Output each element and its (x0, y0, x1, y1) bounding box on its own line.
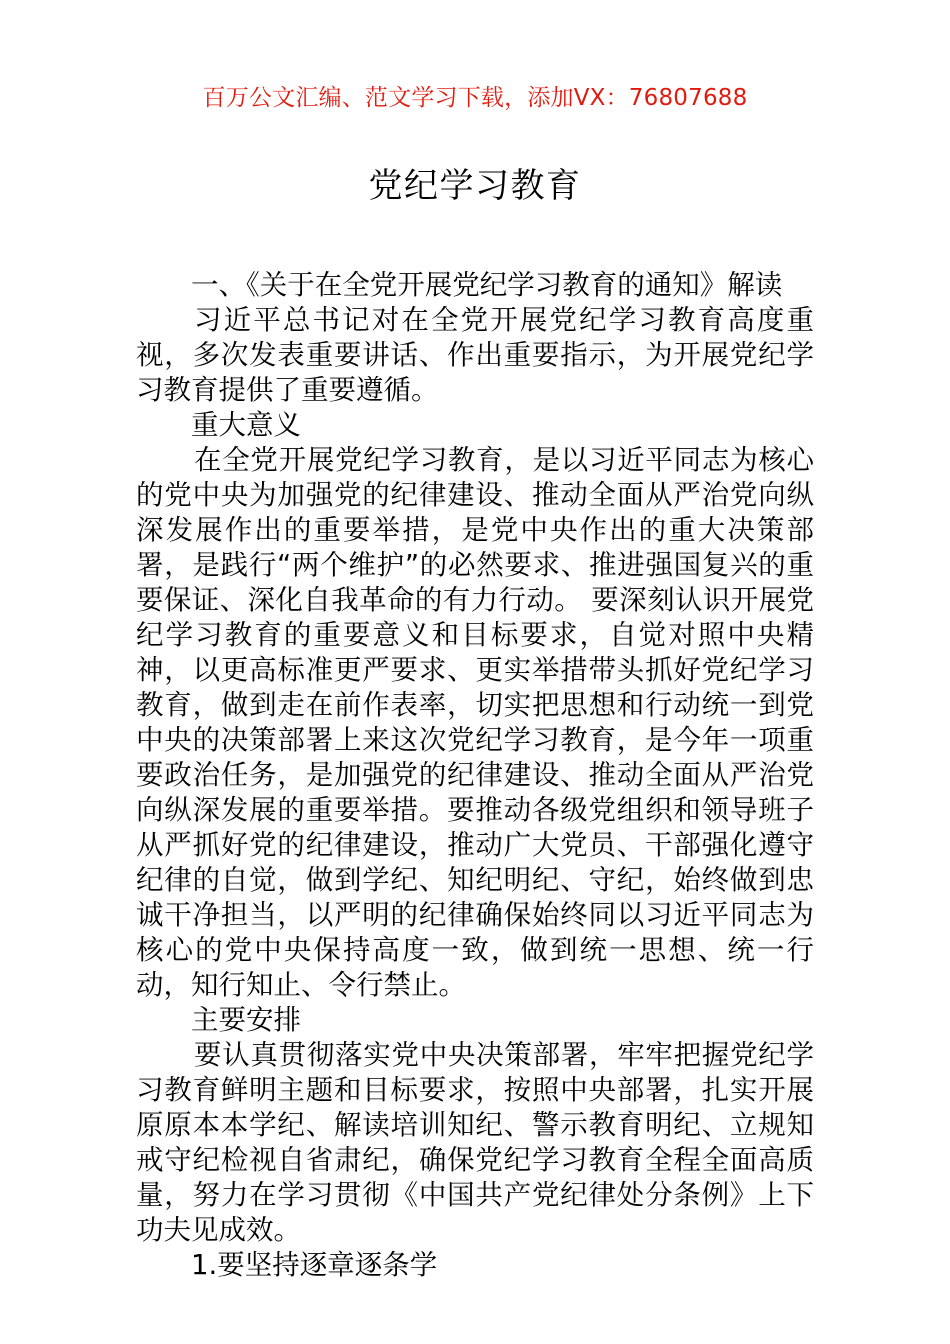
subheading-arrangement: 主要安排 (191, 1004, 301, 1036)
paragraph-1: 习近平总书记对在全党开展党纪学习教育高度重视，多次发表重要讲话、作出重要指示，为开展党纪学习教育提供了重要遵循。 (136, 304, 814, 406)
section-heading-1: 一、《关于在全党开展党纪学习教育的通知》解读 (191, 269, 783, 301)
page-title: 党纪学习教育 (368, 165, 582, 206)
paragraph-2: 在全党开展党纪学习教育，是以习近平同志为核心的党中央为加强党的纪律建设、推动全面从严治党向纵深发展作出的重要举措，是党中央作出的重大决策部署，是践行“两个维护”的必然要求、推进强国复兴的重要保证、深化自我革命的有力行动。 要深刻认识开展党纪学习教育的重要意义和目标要求，自觉对照中央精神，以更高标准更严要求、更实举措带头抓好党纪学习教育，做到走在前作表率，切实把思想和行动统一到党中央的决策部署上来这次党纪学习教育，是今年一项重要政治任务，是加强党的纪律建设、推动全面从严治党向纵深发展的重要举措。要推动各级党组织和领导班子从严抓好党的纪律建设，推动广大党员、干部强化遵守纪律的自觉，做到学纪、知纪明纪、守纪，始终做到忠诚干净担当，以严明的纪律确保始终同以习近平同志为核心的党中央保持高度一致，做到统一思想、统一行动，知行知止、令行禁止。 (136, 444, 814, 1001)
document-body (136, 268, 814, 1283)
promo-banner-text: 百万公文汇编、范文学习下载，添加VX：76807688 (202, 85, 748, 111)
subheading-significance: 重大意义 (191, 409, 301, 441)
paragraph-3: 要认真贯彻落实党中央决策部署，牢牢把握党纪学习教育鲜明主题和目标要求，按照中央部署，扎实开展原原本本学纪、解读培训知纪、警示教育明纪、立规知戒守纪检视自省肃纪，确保党纪学习教育全程全面高质量，努力在学习贯彻《中国共产党纪律处分条例》上下功夫见成效。 (136, 1039, 814, 1246)
list-item-1: 1.要坚持逐章逐条学 (191, 1249, 438, 1281)
